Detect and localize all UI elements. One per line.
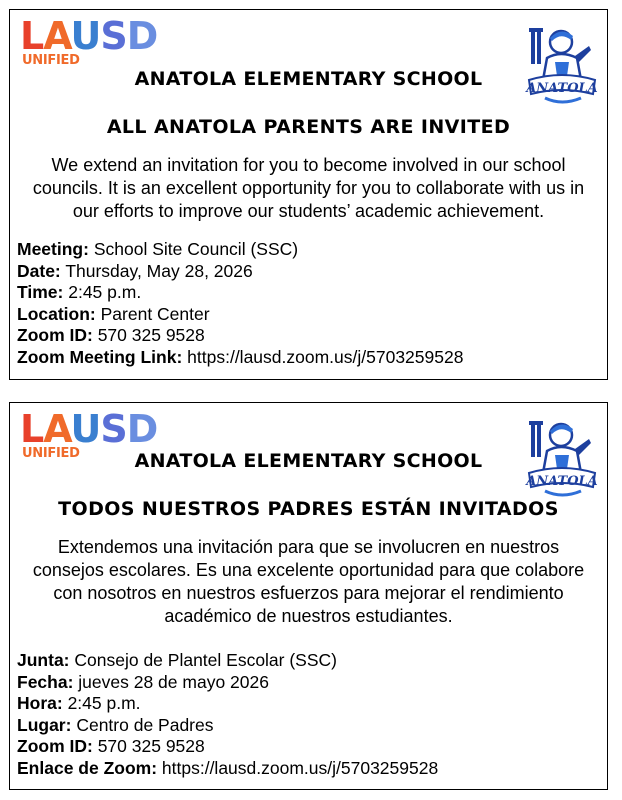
detail-value: 2:45 p.m.	[67, 693, 141, 713]
detail-label: Location:	[17, 303, 96, 324]
zoom-link[interactable]: https://lausd.zoom.us/j/5703259528	[161, 757, 439, 778]
meeting-details	[17, 239, 463, 368]
zoom-link-row	[17, 758, 438, 780]
meeting-row	[17, 239, 463, 261]
spanish-flyer	[9, 402, 608, 790]
detail-label: Zoom ID:	[17, 325, 93, 345]
zoom-id-row	[17, 736, 438, 758]
date-row	[17, 261, 463, 283]
time-row	[17, 282, 463, 304]
zoom-id-row	[17, 325, 463, 347]
detail-label: Zoom ID:	[17, 736, 93, 756]
detail-label: Zoom Meeting Link:	[17, 346, 183, 367]
detail-value: jueves 28 de mayo 2026	[78, 671, 269, 692]
invitation-text: We extend an invitation for you to become involved in our school councils. It is an excellent opportunity for you to collaborate with us in our efforts to improve our students’ academic achievement.	[32, 155, 585, 221]
detail-value: Parent Center	[100, 303, 210, 324]
detail-value: School Site Council (SSC)	[93, 239, 299, 259]
school-name: ANATOLA ELEMENTARY SCHOOL	[134, 450, 483, 472]
lausd-logo	[20, 14, 180, 68]
meeting-row	[17, 650, 438, 672]
detail-label: Time:	[17, 282, 64, 302]
zoom-link[interactable]: https://lausd.zoom.us/j/5703259528	[187, 346, 464, 367]
time-row	[17, 693, 438, 715]
detail-value: Thursday, May 28, 2026	[65, 260, 253, 281]
meeting-details	[17, 650, 438, 779]
anatola-mascot-logo	[525, 22, 599, 108]
detail-label: Date:	[17, 260, 61, 281]
english-flyer	[9, 9, 608, 380]
school-name: ANATOLA ELEMENTARY SCHOOL	[134, 68, 483, 90]
lausd-unified-label: UNIFIED	[22, 53, 80, 68]
lausd-wordmark: LAUSD	[20, 407, 158, 451]
detail-label: Hora:	[17, 693, 63, 713]
detail-label: Meeting:	[17, 239, 89, 259]
svg-text:ANATOLA: ANATOLA	[526, 81, 598, 96]
detail-label: Enlace de Zoom:	[17, 757, 158, 778]
detail-value: Centro de Padres	[76, 714, 214, 735]
svg-text:ANATOLA: ANATOLA	[526, 474, 598, 489]
flyer-headline: ALL ANATOLA PARENTS ARE INVITED	[106, 116, 511, 138]
date-row	[17, 672, 438, 694]
detail-value: 2:45 p.m.	[68, 282, 142, 302]
zoom-link-row	[17, 347, 463, 369]
lausd-wordmark: LAUSD	[20, 14, 158, 58]
detail-label: Fecha:	[17, 671, 74, 692]
flyer-headline: TODOS NUESTROS PADRES ESTÁN INVITADOS	[58, 498, 559, 520]
detail-value: 570 325 9528	[97, 736, 205, 756]
detail-value: Consejo de Plantel Escolar (SSC)	[74, 650, 337, 670]
lausd-unified-label: UNIFIED	[22, 446, 80, 461]
location-row	[17, 715, 438, 737]
detail-value: 570 325 9528	[97, 325, 205, 345]
location-row	[17, 304, 463, 326]
detail-label: Lugar:	[17, 714, 72, 735]
invitation-text: Extendemos una invitación para que se involucren en nuestros consejos escolares. Es una excelente oportunidad para que colabore con nosotros en nuestros esfuerzos para mejorar el rendimiento académico de nuestros estudiantes.	[32, 537, 585, 626]
detail-label: Junta:	[17, 650, 70, 670]
